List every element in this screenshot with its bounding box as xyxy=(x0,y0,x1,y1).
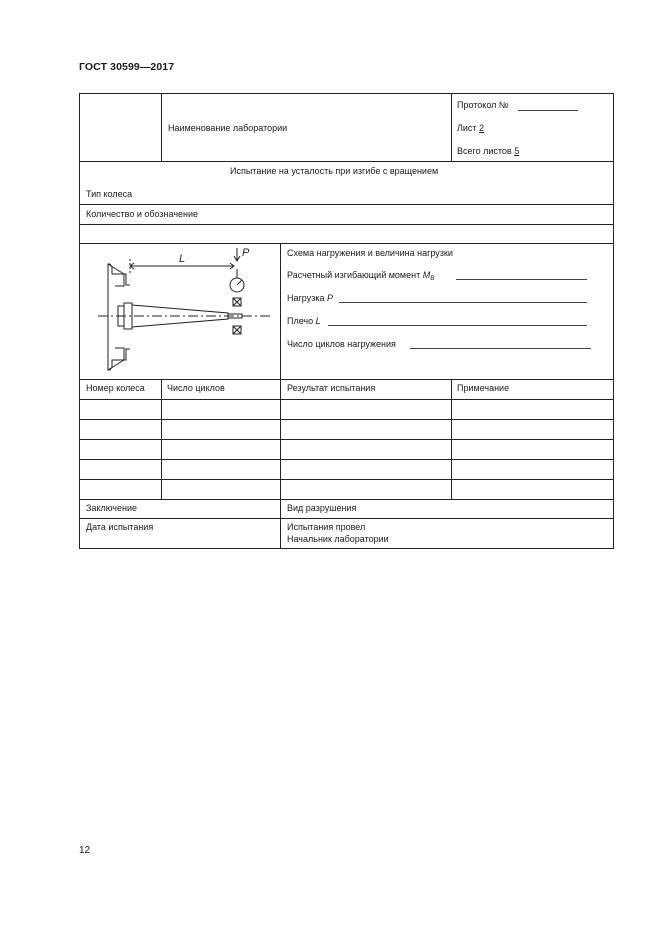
col-cycles: Число циклов xyxy=(167,383,225,393)
test-date-label: Дата испытания xyxy=(86,522,154,532)
moment-field[interactable] xyxy=(456,279,587,280)
arm-label: Плечо L xyxy=(287,316,321,326)
load-label: Нагрузка P xyxy=(287,293,333,303)
sheet-value: 2 xyxy=(479,123,485,133)
test-protocol-form xyxy=(79,93,614,549)
fracture-type-label: Вид разрушения xyxy=(287,503,357,513)
col-result: Результат испытания xyxy=(287,383,376,393)
diagram-label-L: L xyxy=(179,253,186,265)
conclusion-label: Заключение xyxy=(86,503,137,513)
moment-label: Расчетный изгибающий момент $M_B$ xyxy=(287,270,435,282)
protocol-number-label: Протокол № xyxy=(457,100,509,110)
col-wheel-number: Номер колеса xyxy=(86,383,145,393)
col-note: Примечание xyxy=(457,383,510,393)
total-sheets-label: Всего листов 5 xyxy=(457,146,520,156)
test-title: Испытание на усталость при изгибе с вращением xyxy=(230,166,439,176)
quantity-label: Количество и обозначение xyxy=(86,209,199,219)
sheet-label: Лист 2 xyxy=(457,123,485,133)
protocol-number-field[interactable] xyxy=(518,110,578,111)
cycles-field[interactable] xyxy=(410,348,591,349)
cycles-label: Число циклов нагружения xyxy=(287,339,396,349)
standard-title: ГОСТ 30599—2017 xyxy=(79,61,175,73)
loading-scheme-diagram xyxy=(94,245,274,375)
page-number: 12 xyxy=(79,845,91,856)
wheel-type-label: Тип колеса xyxy=(86,189,133,199)
load-field[interactable] xyxy=(339,302,587,303)
lab-name-label: Наименование лаборатории xyxy=(168,123,288,133)
scheme-title: Схема нагружения и величина нагрузки xyxy=(287,248,453,258)
lab-head-label: Начальник лаборатории xyxy=(287,534,389,544)
total-sheets-value: 5 xyxy=(514,146,520,156)
arm-field[interactable] xyxy=(328,325,587,326)
diagram-label-P: P xyxy=(242,247,250,259)
tested-by-label: Испытания провел xyxy=(287,522,366,532)
